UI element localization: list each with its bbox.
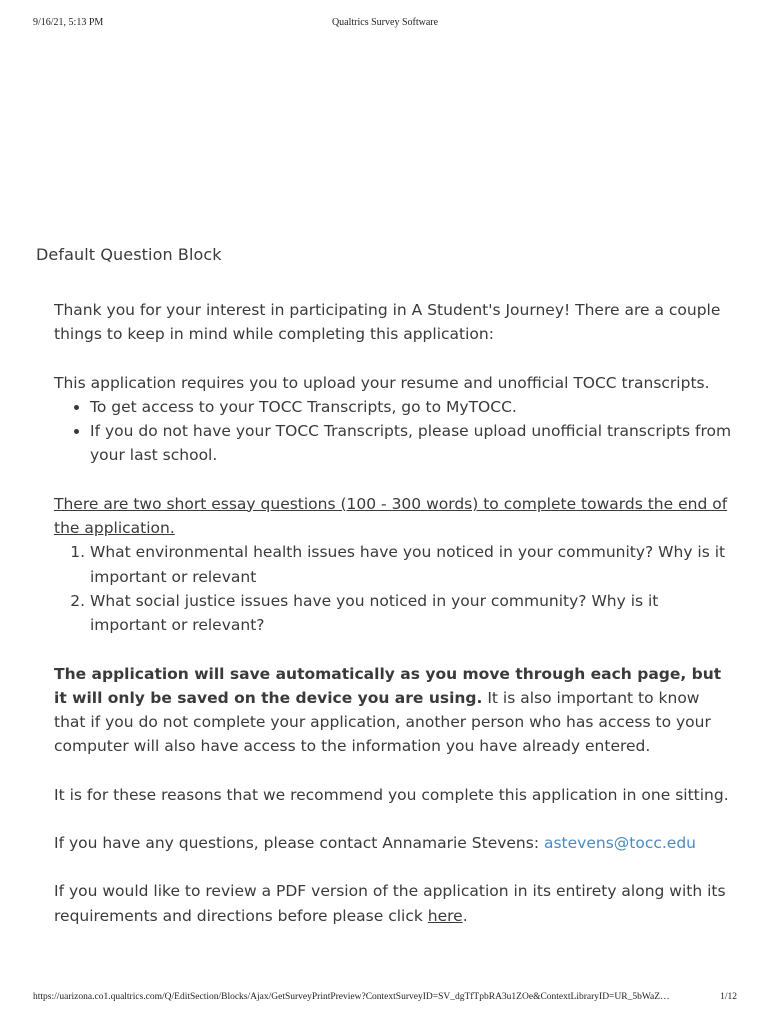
print-date: 9/16/21, 5:13 PM — [33, 17, 104, 28]
paragraph-spacer — [54, 468, 734, 492]
paragraph-spacer — [54, 638, 734, 662]
transcript-list — [54, 395, 734, 468]
block-title: Default Question Block — [36, 245, 222, 264]
print-footer — [33, 992, 737, 1006]
pdf-text: If you would like to review a PDF version of the application in its entirety along with its requirements and directions before please click — [54, 882, 726, 925]
contact-paragraph — [54, 831, 734, 855]
print-title: Qualtrics Survey Software — [331, 17, 439, 28]
question-text — [54, 298, 734, 928]
intro-paragraph: Thank you for your interest in participating in A Student's Journey! There are a couple things to keep in mind while completing this application: — [54, 301, 721, 344]
paragraph-spacer — [54, 347, 734, 371]
list-item: 1. What environmental health issues have you noticed in your community? Why is it important or relevant — [90, 540, 734, 589]
essay-heading: There are two short essay questions (100 - 300 words) to complete towards the end of the application. — [54, 494, 728, 538]
pdf-paragraph — [54, 879, 734, 928]
requirements-paragraph: This application requires you to upload your resume and unofficial TOCC transcripts. — [54, 373, 710, 392]
recommend-paragraph: It is for these reasons that we recommend you complete this application in one sitting. — [54, 785, 729, 804]
paragraph-spacer — [54, 759, 734, 783]
save-warning-rest: It is also important to know that if you do not complete your application, another person who has access to your computer will also have access to the information you have already entered. — [54, 688, 711, 756]
paragraph-spacer — [54, 855, 734, 879]
contact-email-link[interactable]: astevens@tocc.edu — [543, 834, 697, 853]
list-item: 2. What social justice issues have you noticed in your community? Why is it important or relevant? — [90, 589, 734, 638]
save-paragraph — [54, 662, 734, 759]
contact-text: If you have any questions, please contact Annamarie Stevens: — [54, 834, 544, 853]
essay-question-list — [54, 540, 734, 637]
list-item: • To get access to your TOCC Transcripts, go to MyTOCC. — [90, 395, 734, 419]
pdf-end: . — [462, 906, 468, 925]
list-item: • If you do not have your TOCC Transcripts, please upload unofficial transcripts from your last school. — [90, 419, 734, 468]
save-warning-bold: The application will save automatically as you move through each page, but it will only be saved on the device you are using. — [54, 664, 722, 707]
pdf-here-link[interactable]: here — [427, 906, 463, 925]
page-number: 1/12 — [720, 992, 737, 1002]
print-header — [33, 17, 737, 31]
print-url: https://uarizona.co1.qualtrics.com/Q/EditSection/Blocks/Ajax/GetSurveyPrintPreview?ContextSurveyID=SV_dgTfTpbRA3u1ZOe&ContextLibraryID=UR_5bWaZ… — [33, 992, 670, 1002]
paragraph-spacer — [54, 807, 734, 831]
